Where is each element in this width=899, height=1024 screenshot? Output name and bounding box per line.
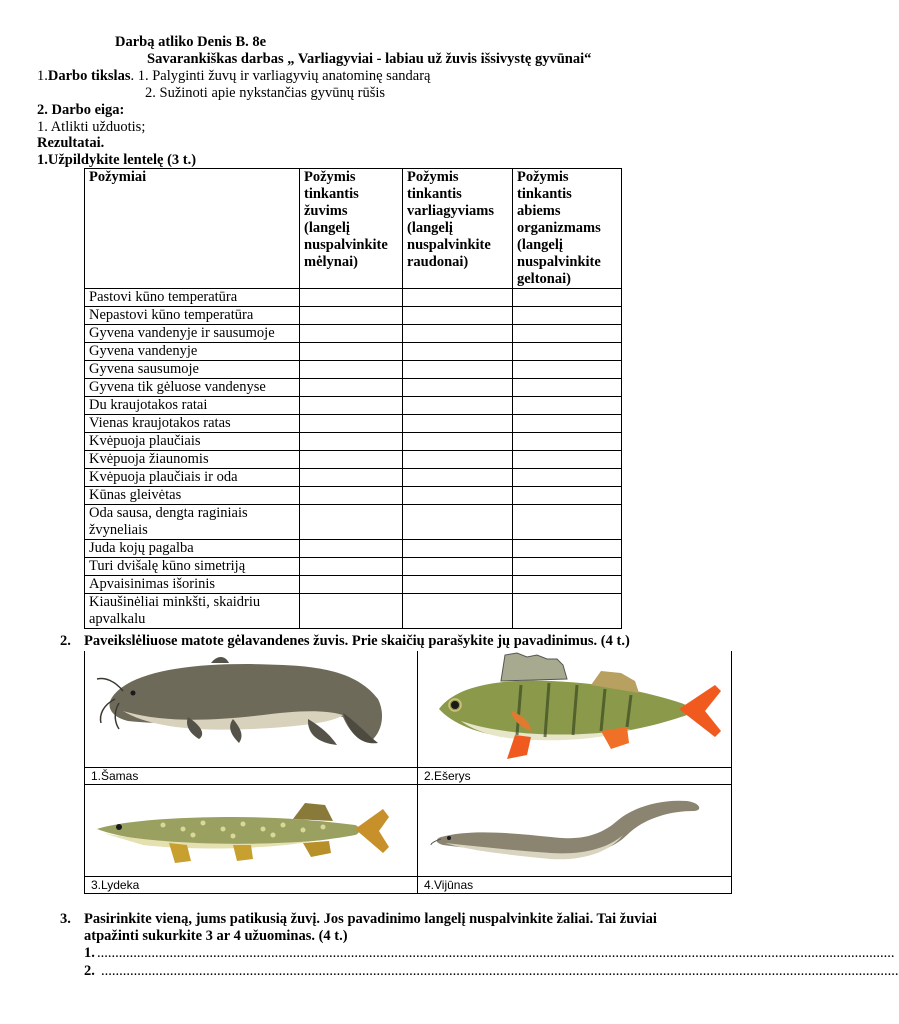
feature-label: Vienas kraujotakos ratas [85, 415, 300, 433]
task2-title: Paveikslėliuose matote gėlavandenes žuvis. Prie skaičių parašykite jų pavadinimus. (4 t.) [84, 633, 630, 649]
goal-2: 2. Sužinoti apie nykstančias gyvūnų rūšis [145, 85, 386, 101]
table-row [85, 433, 622, 451]
both-cell[interactable] [513, 505, 622, 540]
amphibian-cell[interactable] [403, 505, 513, 540]
table-row [85, 540, 622, 558]
feature-label: Kvėpuoja plaučiais ir oda [85, 469, 300, 487]
table-row [85, 325, 622, 343]
caption-catfish: 1.Šamas [91, 769, 139, 783]
feature-label: Gyvena vandenyje ir sausumoje [85, 325, 300, 343]
table-row [85, 558, 622, 576]
fish-cell[interactable] [300, 325, 403, 343]
feature-label: Kvėpuoja plaučiais [85, 433, 300, 451]
amphibian-cell[interactable] [403, 289, 513, 307]
both-cell[interactable] [513, 307, 622, 325]
header-fish: Požymis tinkantis žuvims (langelį nuspalvinkite mėlynai) [300, 169, 403, 289]
task2-number: 2. [60, 633, 71, 649]
both-cell[interactable] [513, 433, 622, 451]
fish-cell[interactable] [300, 540, 403, 558]
table-row [85, 594, 622, 629]
perch-image [431, 651, 727, 763]
task3-line-1: Pasirinkite vieną, jums patikusią žuvį. Jos pavadinimo langelį nuspalvinkite žaliai. Tai žuviai [84, 911, 657, 927]
amphibian-cell[interactable] [403, 307, 513, 325]
caption-perch: 2.Ešerys [424, 769, 471, 783]
feature-label: Gyvena sausumoje [85, 361, 300, 379]
fish-cell[interactable] [300, 433, 403, 451]
feature-label: Apvaisinimas išorinis [85, 576, 300, 594]
table-row [85, 505, 622, 540]
table-row [85, 343, 622, 361]
table-row [85, 307, 622, 325]
feature-label: Nepastovi kūno temperatūra [85, 307, 300, 325]
both-cell[interactable] [513, 415, 622, 433]
amphibian-cell[interactable] [403, 558, 513, 576]
table-row [85, 379, 622, 397]
both-cell[interactable] [513, 487, 622, 505]
header-features: Požymiai [85, 169, 300, 289]
fish-cell[interactable] [300, 379, 403, 397]
task3-number: 3. [60, 911, 71, 927]
fish-cell[interactable] [300, 343, 403, 361]
amphibian-cell[interactable] [403, 540, 513, 558]
feature-label: Turi dvišalę kūno simetriją [85, 558, 300, 576]
table-row [85, 469, 622, 487]
amphibian-cell[interactable] [403, 325, 513, 343]
amphibian-cell[interactable] [403, 433, 513, 451]
fish-cell[interactable] [300, 505, 403, 540]
table-row [85, 361, 622, 379]
both-cell[interactable] [513, 594, 622, 629]
goals-label: Darbo tikslas [47, 68, 131, 84]
table-row [85, 451, 622, 469]
fish-cell[interactable] [300, 469, 403, 487]
both-cell[interactable] [513, 558, 622, 576]
amphibian-cell[interactable] [403, 594, 513, 629]
fish-cell[interactable] [300, 594, 403, 629]
table-row [85, 487, 622, 505]
grid-divider [85, 767, 731, 768]
grid-divider [85, 876, 731, 877]
both-cell[interactable] [513, 576, 622, 594]
results-heading: Rezultatai. [37, 135, 105, 151]
both-cell[interactable] [513, 361, 622, 379]
amphibian-cell[interactable] [403, 415, 513, 433]
both-cell[interactable] [513, 451, 622, 469]
answer-1-line[interactable]: ............................................................................................................................................................................................................................ [97, 945, 895, 961]
header-amphibians: Požymis tinkantis varliagyviams (langelį nuspalvinkite raudonai) [403, 169, 513, 289]
goals-prefix: 1. [37, 68, 48, 84]
goals-line [37, 68, 430, 85]
fish-cell[interactable] [300, 576, 403, 594]
feature-label: Kvėpuoja žiaunomis [85, 451, 300, 469]
feature-label: Pastovi kūno temperatūra [85, 289, 300, 307]
pike-image [93, 791, 393, 871]
answer-2-line[interactable]: ............................................................................................................................................................................................................................ [101, 963, 899, 979]
grid-divider [85, 893, 731, 894]
fish-cell[interactable] [300, 487, 403, 505]
procedure-step-1: 1. Atlikti užduotis; [37, 119, 146, 135]
catfish-image [93, 651, 393, 747]
task3-line-2: atpažinti sukurkite 3 ar 4 užuominas. (4 t.) [84, 928, 348, 944]
feature-label: Gyvena tik gėluose vandenyse [85, 379, 300, 397]
fish-cell[interactable] [300, 558, 403, 576]
goal-1: . 1. Palyginti žuvų ir varliagyvių anatominę sandarą [130, 68, 431, 84]
amphibian-cell[interactable] [403, 487, 513, 505]
both-cell[interactable] [513, 343, 622, 361]
feature-label: Kiaušinėliai minkšti, skaidriu apvalkalu [85, 594, 300, 629]
both-cell[interactable] [513, 397, 622, 415]
both-cell[interactable] [513, 379, 622, 397]
feature-label: Juda kojų pagalba [85, 540, 300, 558]
caption-loach: 4.Vijūnas [424, 878, 474, 892]
table-row [85, 397, 622, 415]
table-row [85, 289, 622, 307]
fish-cell[interactable] [300, 307, 403, 325]
feature-label: Oda sausa, dengta raginiais žvyneliais [85, 505, 300, 540]
task1-title: 1.Užpildykite lentelę (3 t.) [37, 152, 197, 168]
both-cell[interactable] [513, 469, 622, 487]
amphibian-cell[interactable] [403, 361, 513, 379]
both-cell[interactable] [513, 325, 622, 343]
table-row [85, 576, 622, 594]
both-cell[interactable] [513, 289, 622, 307]
answer-1-number: 1. [84, 945, 95, 961]
procedure-heading: 2. Darbo eiga: [37, 102, 125, 118]
grid-divider [85, 784, 731, 785]
feature-label: Kūnas gleivėtas [85, 487, 300, 505]
fish-cell[interactable] [300, 289, 403, 307]
amphibian-cell[interactable] [403, 469, 513, 487]
both-cell[interactable] [513, 540, 622, 558]
document-title: Savarankiškas darbas „ Varliagyviai - labiau už žuvis išsivystę gyvūnai“ [147, 51, 592, 67]
amphibian-cell[interactable] [403, 576, 513, 594]
amphibian-cell[interactable] [403, 397, 513, 415]
answer-2-number: 2. [84, 963, 95, 979]
feature-label: Gyvena vandenyje [85, 343, 300, 361]
table-row [85, 415, 622, 433]
features-table [84, 168, 622, 629]
table-header-row [85, 169, 622, 289]
fish-cell[interactable] [300, 451, 403, 469]
fish-cell[interactable] [300, 361, 403, 379]
amphibian-cell[interactable] [403, 379, 513, 397]
amphibian-cell[interactable] [403, 451, 513, 469]
header-both: Požymis tinkantis abiems organizmams (langelį nuspalvinkite geltonai) [513, 169, 622, 289]
author-line: Darbą atliko Denis B. 8e [115, 34, 267, 50]
fish-image-grid [84, 651, 732, 894]
amphibian-cell[interactable] [403, 343, 513, 361]
feature-label: Du kraujotakos ratai [85, 397, 300, 415]
fish-cell[interactable] [300, 415, 403, 433]
fish-cell[interactable] [300, 397, 403, 415]
caption-pike: 3.Lydeka [91, 878, 140, 892]
grid-divider [417, 651, 418, 894]
loach-image [431, 791, 727, 871]
